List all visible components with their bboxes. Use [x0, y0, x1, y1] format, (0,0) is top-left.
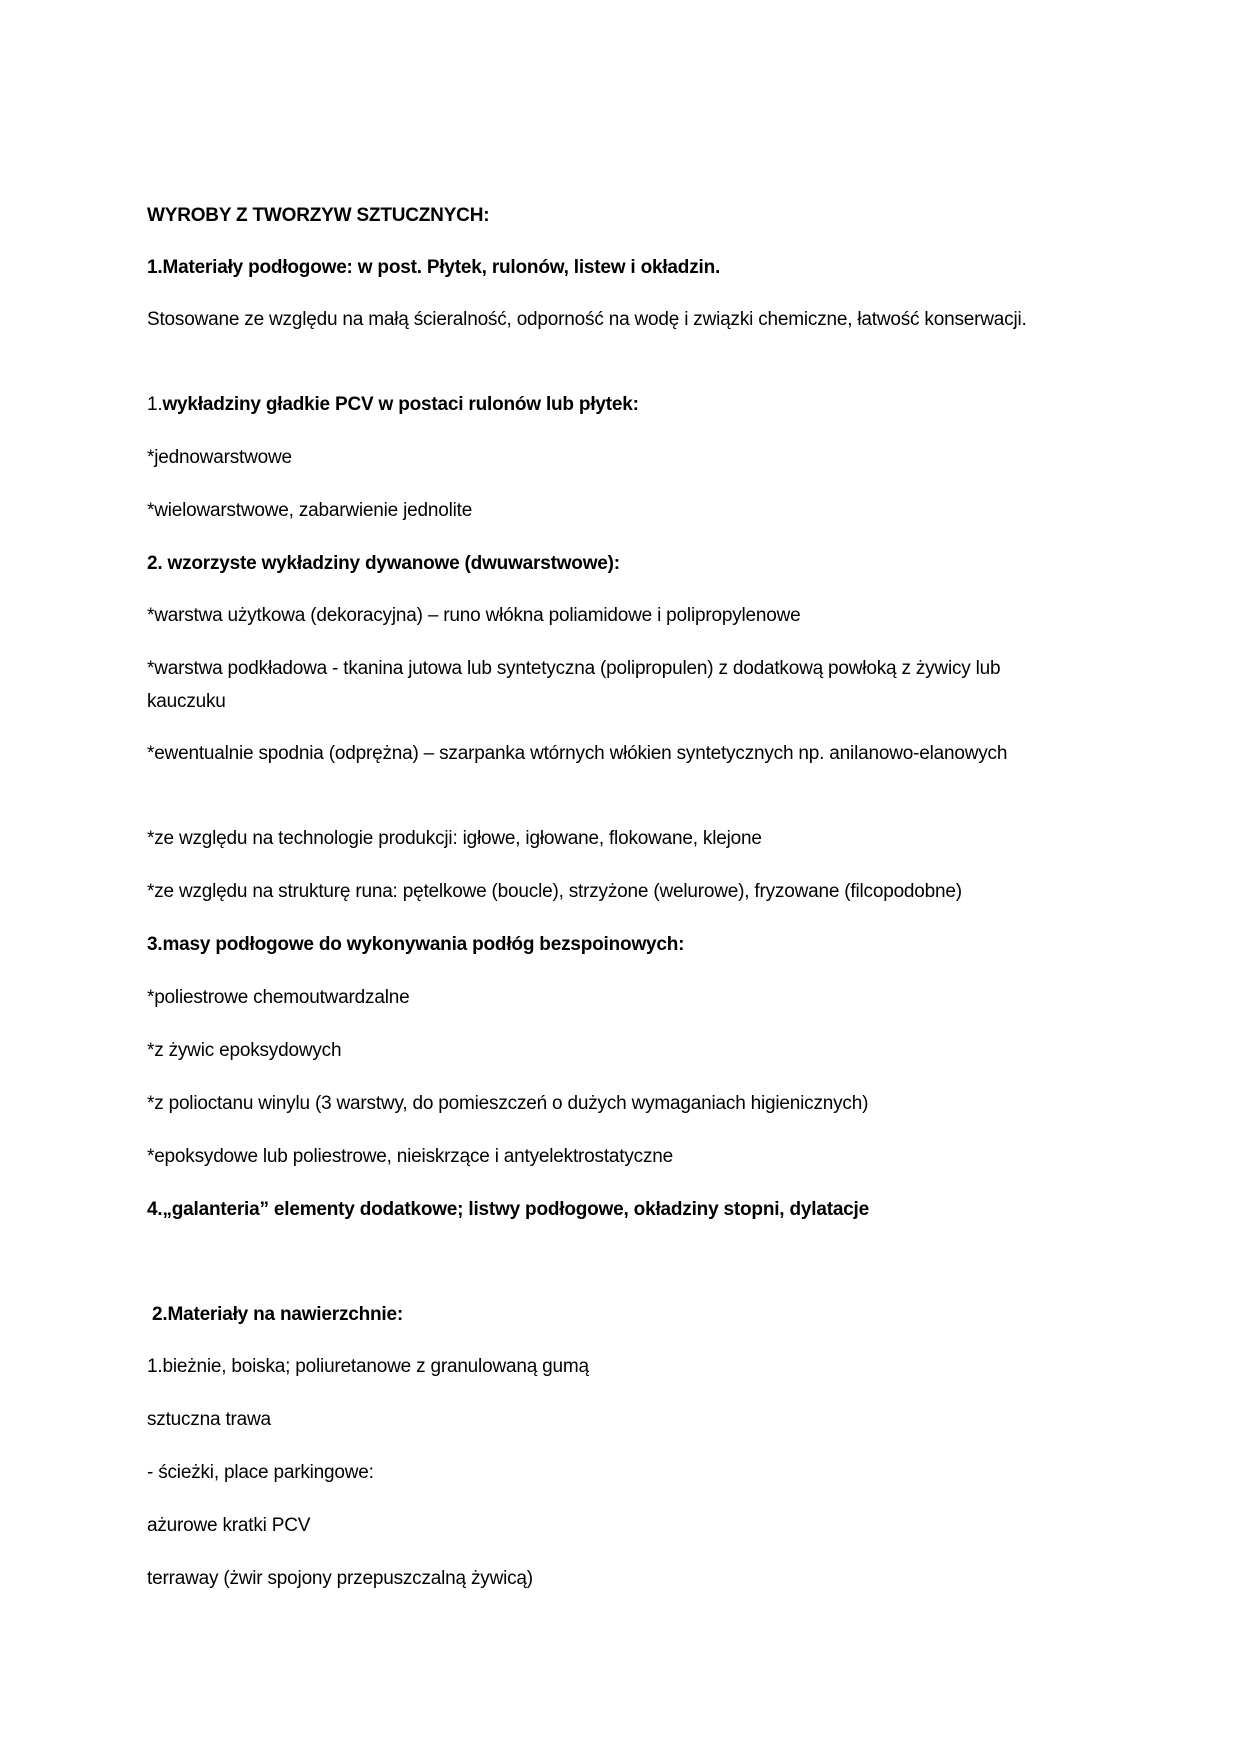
list-item: *ze względu na strukturę runa: pętelkowe (boucle), strzyżone (welurowe), fryzowane (filcopodobne) [147, 881, 962, 902]
list-item: terraway (żwir spojony przepuszczalną żywicą) [147, 1568, 533, 1589]
section1-intro: Stosowane ze względu na małą ścieralność, odporność na wodę i związki chemiczne, łatwość konserwacji. [147, 309, 1027, 330]
section2-heading: 2.Materiały na nawierzchnie: [152, 1304, 403, 1325]
item1-heading [147, 388, 1107, 421]
list-item: *jednowarstwowe [147, 447, 292, 468]
item2-heading: 2. wzorzyste wykładziny dywanowe (dwuwarstwowe): [147, 553, 620, 574]
list-item: sztuczna trawa [147, 1409, 271, 1430]
list-item: ażurowe kratki PCV [147, 1515, 311, 1536]
item3-heading: 3.masy podłogowe do wykonywania podłóg bezspoinowych: [147, 934, 685, 955]
list-item: *poliestrowe chemoutwardzalne [147, 987, 410, 1008]
list-item: *z żywic epoksydowych [147, 1040, 342, 1061]
section1-heading: 1.Materiały podłogowe: w post. Płytek, rulonów, listew i okładzin. [147, 257, 721, 278]
item1-heading-text: wykładziny gładkie PCV w postaci rulonów lub płytek: [162, 394, 639, 415]
list-item: - ścieżki, place parkingowe: [147, 1462, 374, 1483]
item1-number: 1. [147, 394, 163, 415]
list-item: *warstwa podkładowa - tkanina jutowa lub syntetyczna (polipropulen) z dodatkową powłoką z żywicy lub kauczuku [147, 658, 1001, 712]
list-item: *ewentualnie spodnia (odprężna) – szarpanka wtórnych włókien syntetycznych np. anilanowo-elanowych [147, 743, 1008, 764]
list-item: *warstwa użytkowa (dekoracyjna) – runo włókna poliamidowe i polipropylenowe [147, 605, 801, 626]
list-item: *z polioctanu winylu (3 warstwy, do pomieszczeń o dużych wymaganiach higienicznych) [147, 1093, 869, 1114]
list-item: 1.bieżnie, boiska; poliuretanowe z granulowaną gumą [147, 1356, 589, 1377]
list-item: *ze względu na technologie produkcji: igłowe, igłowane, flokowane, klejone [147, 828, 762, 849]
list-item: *wielowarstwowe, zabarwienie jednolite [147, 500, 473, 521]
list-item: *epoksydowe lub poliestrowe, nieiskrzące i antyelektrostatyczne [147, 1146, 674, 1167]
item4-heading: 4.„galanteria” elementy dodatkowe; listwy podłogowe, okładziny stopni, dylatacje [147, 1199, 869, 1220]
document-title: WYROBY Z TWORZYW SZTUCZNYCH: [147, 205, 490, 226]
